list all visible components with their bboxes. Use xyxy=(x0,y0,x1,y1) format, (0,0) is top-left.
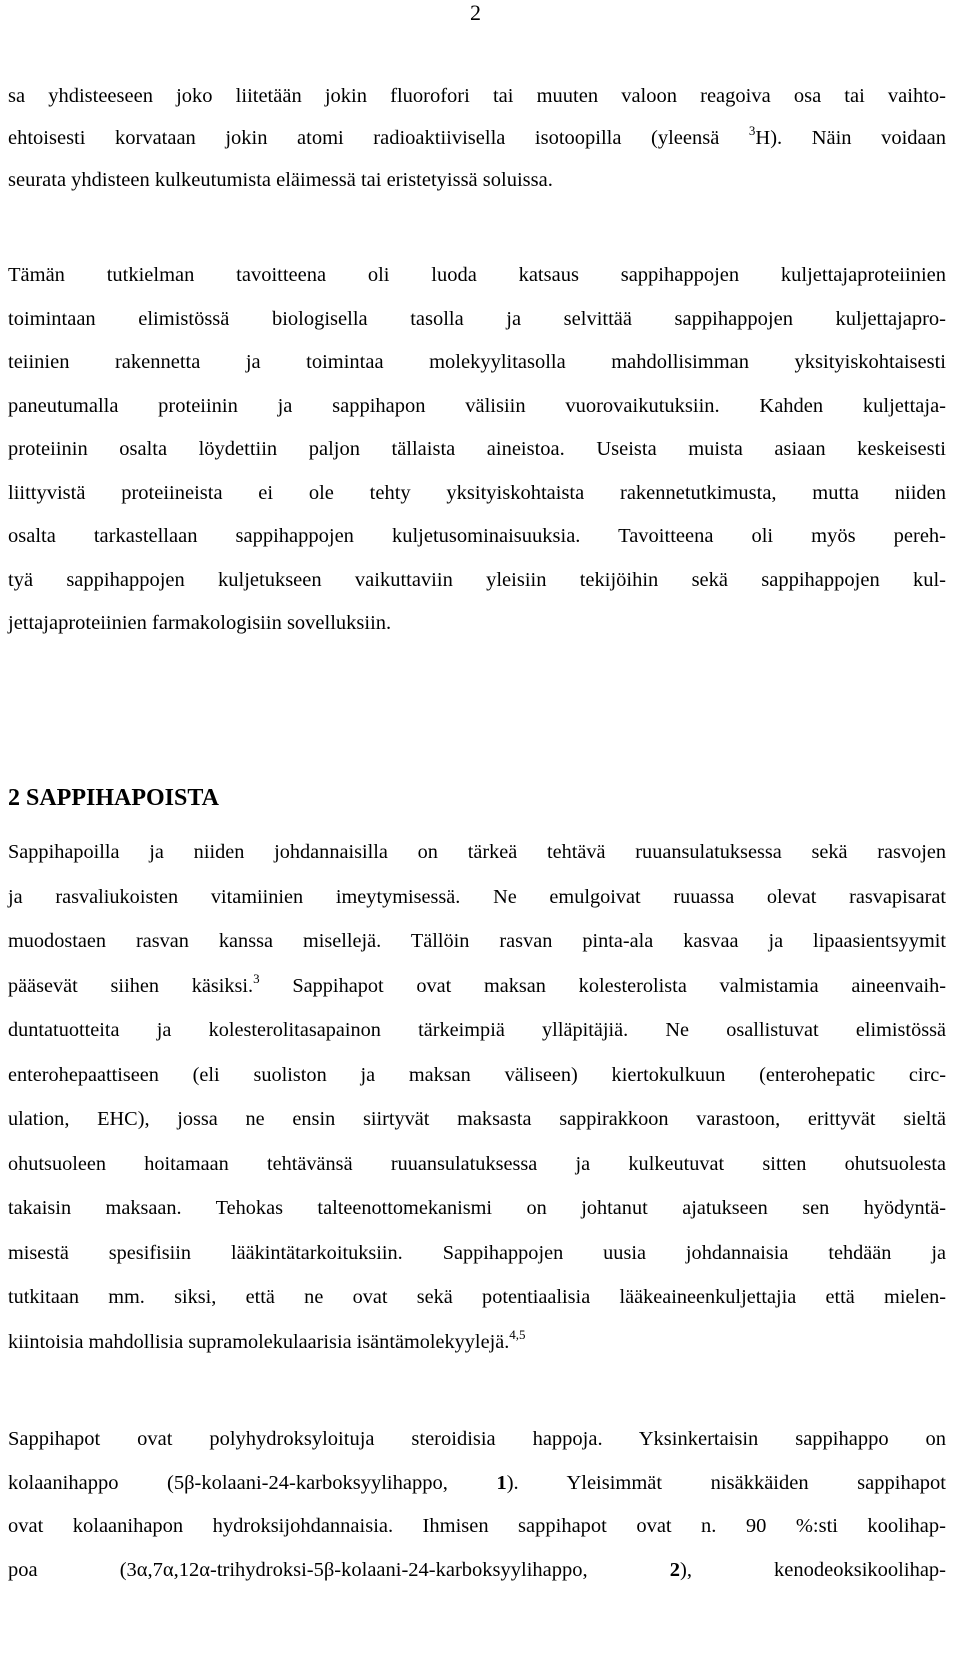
text-line: Sappihapot ovat polyhydroksyloituja steroidisia happoja. Yksinkertaisin sappihappo on xyxy=(8,1428,946,1450)
text-line: takaisin maksaan. Tehokas talteenottomekanismi on johtanut ajatukseen sen hyödyntä- xyxy=(8,1197,946,1219)
text-segment: kiintoisia mahdollisia supramolekulaarisia isäntämolekyylejä. xyxy=(8,1330,510,1353)
section-heading: 2 SAPPIHAPOISTA xyxy=(8,785,219,811)
text-line-with-superscript xyxy=(8,117,946,159)
superscript: 3 xyxy=(748,123,756,138)
text-line: seurata yhdisteen kulkeutumista eläimessä tai eristetyissä soluissa. xyxy=(8,169,553,191)
text-line-with-superscript xyxy=(8,1320,946,1365)
text-line: proteiinin osalta löydettiin paljon tällaista aineistoa. Useista muista asiaan keskeisesti xyxy=(8,438,946,460)
text-line: tutkitaan mm. siksi, että ne ovat sekä potentiaalisia lääkeaineenkuljettajia että mielen- xyxy=(8,1286,946,1308)
text-line: ja rasvaliukoisten vitamiinien imeytymisessä. Ne emulgoivat ruuassa olevat rasvapisarat xyxy=(8,885,946,908)
text-line: toimintaan elimistössä biologisella tasolla ja selvittää sappihappojen kuljettajapro- xyxy=(8,307,946,330)
compound-number: 2 xyxy=(669,1558,680,1581)
text-line: osalta tarkastellaan sappihappojen kuljetusominaisuuksia. Tavoitteena oli myös pereh- xyxy=(8,525,946,547)
text-line xyxy=(8,1462,946,1506)
text-line: liittyvistä proteiineista ei ole tehty yksityiskohtaista rakennetutkimusta, mutta niiden xyxy=(8,481,946,504)
text-line: duntatuotteita ja kolesterolitasapainon tärkeimpiä ylläpitäjiä. Ne osallistuvat elimistössä xyxy=(8,1019,946,1041)
text-line: Tämän tutkielman tavoitteena oli luoda katsaus sappihappojen kuljettajaproteiinien xyxy=(8,264,946,286)
text-line: teiinien rakennetta ja toimintaa molekyylitasolla mahdollisimman yksityiskohtaisesti xyxy=(8,351,946,373)
superscript: 4,5 xyxy=(509,1326,526,1342)
text-line: enterohepaattiseen (eli suoliston ja maksan väliseen) kiertokulkuun (enterohepatic circ- xyxy=(8,1063,946,1086)
page-number: 2 xyxy=(470,0,481,25)
text-segment: H). Näin voidaan xyxy=(755,127,946,149)
text-segment: pääsevät siihen käsiksi. xyxy=(8,974,254,997)
aim-paragraph xyxy=(8,254,946,646)
text-line: jettajaproteiinien farmakologisiin sovelluksiin. xyxy=(8,612,392,634)
text-segment: ehtoisesti korvataan jokin atomi radioaktiivisella isotoopilla (yleensä xyxy=(8,127,749,149)
intro-paragraph xyxy=(8,75,946,201)
text-line: sa yhdisteeseen joko liitetään jokin fluorofori tai muuten valoon reagoiva osa tai vaihto- xyxy=(8,85,946,107)
text-line: ovat kolaanihapon hydroksijohdannaisia. Ihmisen sappihapot ovat n. 90 %:sti koolihap- xyxy=(8,1515,946,1537)
text-line: paneutumalla proteiinin ja sappihapon välisiin vuorovaikutuksiin. Kahden kuljettaja- xyxy=(8,394,946,417)
text-segment: poa (3α,7α,12α-trihydroksi-5β-kolaani-24-karboksyylihappo, xyxy=(8,1558,670,1581)
text-line: ohutsuoleen hoitamaan tehtävänsä ruuansulatuksessa ja kulkeutuvat sitten ohutsuolesta xyxy=(8,1152,946,1175)
text-line: tyä sappihappojen kuljetukseen vaikuttaviin yleisiin tekijöihin sekä sappihappojen kul- xyxy=(8,568,946,591)
text-segment: ). Yleisimmät nisäkkäiden sappihapot xyxy=(506,1471,946,1494)
text-line: ulation, EHC), jossa ne ensin siirtyvät maksasta sappirakkoon varastoon, erittyvät sieltä xyxy=(8,1108,946,1130)
text-line: misestä spesifisiin lääkintätarkoituksiin. Sappihappojen uusia johdannaisia tehdään ja xyxy=(8,1241,946,1264)
structure-paragraph xyxy=(8,1418,946,1592)
superscript: 3 xyxy=(253,970,260,986)
text-segment: kolaanihappo (5β-kolaani-24-karboksyylihappo, xyxy=(8,1471,497,1494)
text-line xyxy=(8,1549,946,1593)
compound-number: 1 xyxy=(496,1471,507,1494)
text-line-with-superscript xyxy=(8,964,946,1009)
text-line: Sappihapoilla ja niiden johdannaisilla on tärkeä tehtävä ruuansulatuksessa sekä rasvojen xyxy=(8,841,946,863)
text-segment: ), kenodeoksikoolihap- xyxy=(680,1558,946,1581)
text-segment: Sappihapot ovat maksan kolesterolista valmistamia aineenvaih- xyxy=(259,974,946,997)
bile-acids-paragraph xyxy=(8,830,946,1364)
text-line: muodostaen rasvan kanssa misellejä. Tällöin rasvan pinta-ala kasvaa ja lipaasientsyymit xyxy=(8,930,946,952)
